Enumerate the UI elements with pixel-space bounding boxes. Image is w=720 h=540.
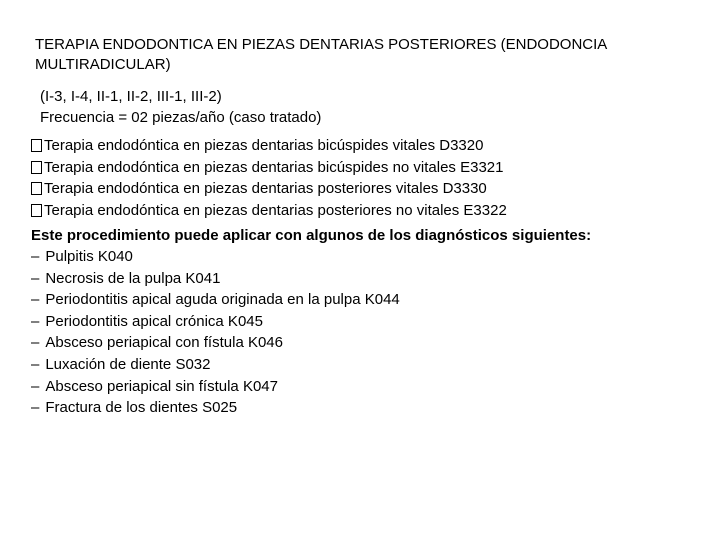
procedure-text: Terapia endodóntica en piezas dentarias posteriores vitales D3330: [44, 180, 487, 197]
diagnosis-item: [31, 311, 400, 333]
dash-bullet: ‒: [31, 377, 40, 395]
dash-bullet: ‒: [31, 334, 40, 352]
diagnosis-item: [31, 354, 400, 376]
diagnosis-item: [31, 289, 400, 311]
dash-bullet: ‒: [31, 291, 40, 309]
codes-line: (I-3, I-4, II-1, II-2, III-1, III-2): [40, 88, 222, 105]
procedure-text: Terapia endodóntica en piezas dentarias posteriores no vitales E3322: [44, 201, 507, 219]
procedure-list: [31, 135, 507, 221]
procedure-item: [31, 135, 507, 157]
diagnosis-intro: Este procedimiento puede aplicar con algunos de los diagnósticos siguientes:: [31, 227, 592, 244]
diagnosis-text: Fractura de los dientes S025: [45, 399, 238, 417]
diagnosis-text: Pulpitis K040: [45, 248, 133, 265]
checkbox-icon: [31, 139, 42, 152]
diagnosis-text: Absceso periapical sin fístula K047: [45, 377, 278, 395]
dash-bullet: ‒: [31, 312, 40, 330]
meta-block: [40, 86, 321, 128]
procedure-item: [31, 200, 507, 222]
diagnosis-item: [31, 246, 400, 268]
dash-bullet: ‒: [31, 355, 40, 373]
diagnosis-text: Luxación de diente S032: [45, 355, 211, 373]
diagnosis-text: Periodontitis apical crónica K045: [45, 312, 263, 330]
checkbox-icon: [31, 204, 42, 217]
procedure-item: [31, 178, 507, 200]
dash-bullet: ‒: [31, 248, 40, 265]
checkbox-icon: [31, 161, 42, 174]
diagnosis-item: [31, 397, 400, 419]
procedure-item: [31, 157, 507, 179]
frequency-line: Frecuencia = 02 piezas/año (caso tratado): [40, 109, 322, 126]
checkbox-icon: [31, 182, 42, 195]
procedure-text: Terapia endodóntica en piezas dentarias bicúspides no vitales E3321: [44, 158, 504, 176]
diagnosis-item: [31, 332, 400, 354]
document-title: TERAPIA ENDODONTICA EN PIEZAS DENTARIAS POSTERIORES (ENDODONCIA MULTIRADICULAR): [35, 36, 607, 73]
diagnosis-list: [31, 246, 400, 419]
diagnosis-text: Absceso periapical con fístula K046: [45, 334, 283, 352]
diagnosis-text: Necrosis de la pulpa K041: [45, 269, 221, 287]
dash-bullet: ‒: [31, 399, 40, 417]
diagnosis-text: Periodontitis apical aguda originada en la pulpa K044: [45, 291, 400, 309]
procedure-text: Terapia endodóntica en piezas dentarias bicúspides vitales D3320: [44, 137, 484, 154]
diagnosis-item: [31, 268, 400, 290]
diagnosis-item: [31, 376, 400, 398]
dash-bullet: ‒: [31, 269, 40, 287]
